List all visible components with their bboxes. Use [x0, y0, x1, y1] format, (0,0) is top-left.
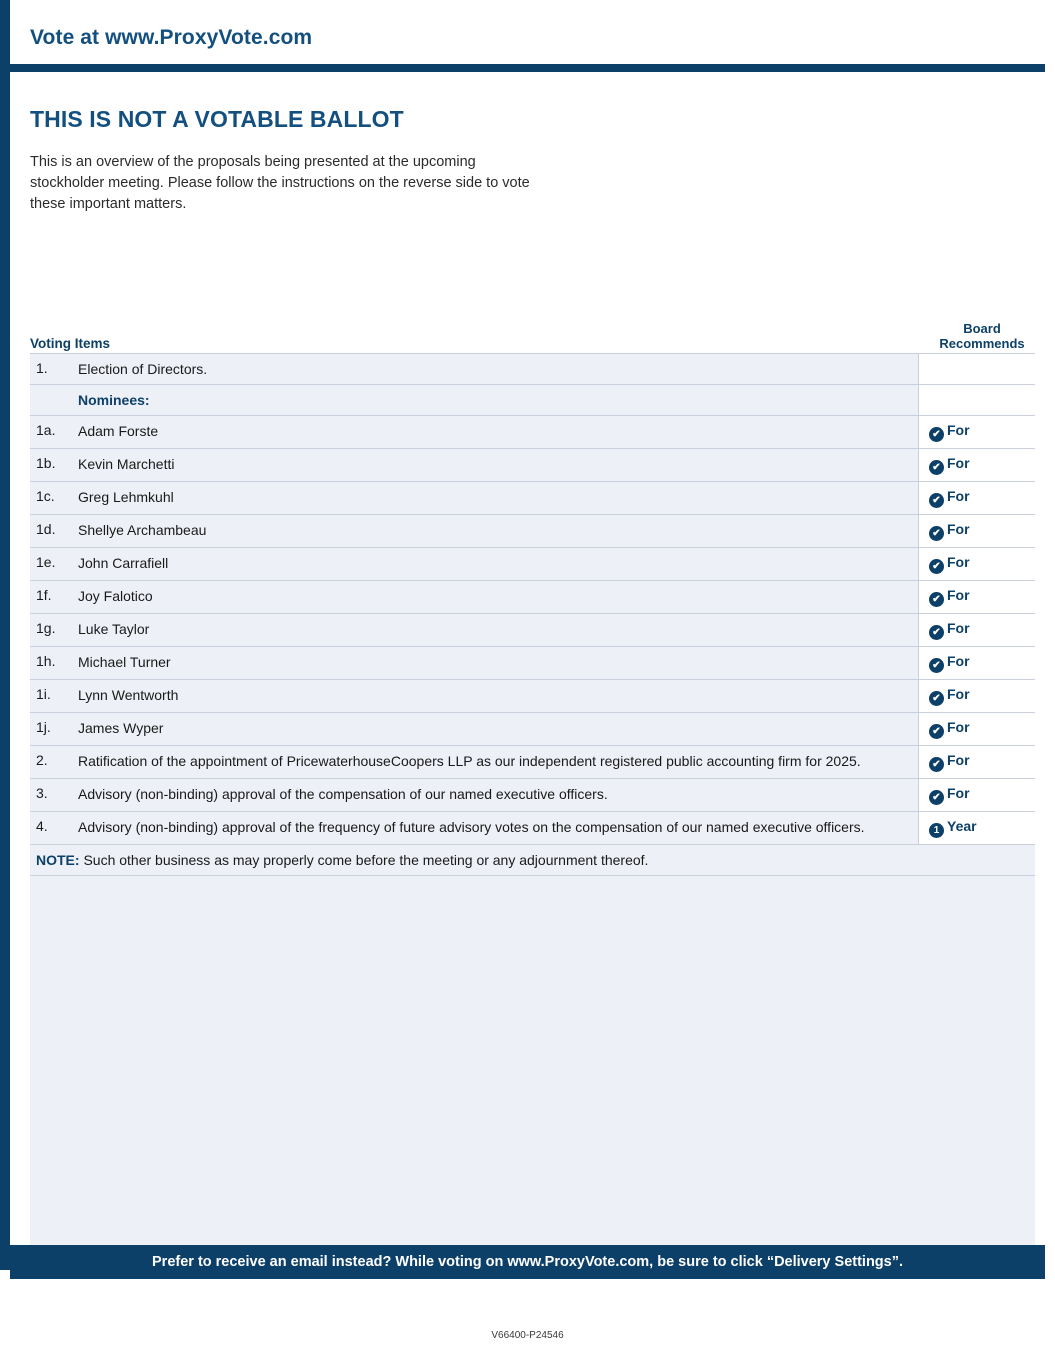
recommendation-label: For — [947, 686, 970, 702]
recommendation-label: For — [947, 653, 970, 669]
row-number: 1d. — [36, 521, 56, 537]
board-recommendation — [919, 614, 1036, 647]
row-number: 1a. — [36, 422, 56, 438]
check-icon: ✔ — [929, 526, 944, 541]
check-icon: ✔ — [929, 493, 944, 508]
column-header-board-recommends — [929, 321, 1035, 351]
board-recommendation — [919, 515, 1036, 548]
table-row — [30, 548, 1035, 581]
board-recommendation — [919, 812, 1036, 845]
row-text: James Wyper — [78, 720, 164, 736]
not-votable-heading: THIS IS NOT A VOTABLE BALLOT — [30, 106, 404, 132]
check-icon: ✔ — [929, 559, 944, 574]
recommendation-label: For — [947, 554, 970, 570]
row-number: 1j. — [36, 719, 51, 735]
board-recommendation — [919, 680, 1036, 713]
board-recommendation — [919, 746, 1036, 779]
left-accent-bar — [0, 0, 10, 1270]
row-number: 1e. — [36, 554, 56, 570]
board-recommendation — [919, 548, 1036, 581]
row-number: 1b. — [36, 455, 56, 471]
check-icon: ✔ — [929, 427, 944, 442]
row-text: Election of Directors. — [78, 361, 208, 377]
footer-delivery-settings-bar — [10, 1245, 1045, 1279]
row-text: Luke Taylor — [78, 621, 150, 637]
table-row — [30, 515, 1035, 548]
table-row — [30, 647, 1035, 680]
recommendation-label: Year — [947, 818, 977, 834]
voting-items-table — [30, 317, 1035, 1273]
note-label: NOTE: — [36, 852, 80, 868]
check-icon: ✔ — [929, 724, 944, 739]
row-text: Ratification of the appointment of PricewaterhouseCoopers LLP as our independent registered public accounting firm for 2025. — [78, 753, 861, 769]
page-title: Vote at www.ProxyVote.com — [30, 26, 313, 49]
board-recommendation — [919, 779, 1036, 812]
table-row — [30, 746, 1035, 779]
row-number — [30, 385, 78, 416]
table-row — [30, 713, 1035, 746]
table-row — [30, 614, 1035, 647]
row-text: Advisory (non-binding) approval of the frequency of future advisory votes on the compensation of our named executive officers. — [78, 819, 865, 835]
footer-message: Prefer to receive an email instead? While voting on www.ProxyVote.com, be sure to click “Delivery Settings”. — [152, 1254, 903, 1270]
board-recommendation — [919, 385, 1036, 416]
row-text: Lynn Wentworth — [78, 687, 179, 703]
table-row — [30, 354, 1035, 385]
row-number: 1h. — [36, 653, 56, 669]
recommendation-label: For — [947, 521, 970, 537]
note-row — [30, 844, 1035, 876]
row-text: Kevin Marchetti — [78, 456, 175, 472]
row-text: Greg Lehmkuhl — [78, 489, 174, 505]
board-recommendation — [919, 713, 1036, 746]
header-divider — [10, 64, 1045, 72]
check-icon: ✔ — [929, 592, 944, 607]
check-icon: ✔ — [929, 790, 944, 805]
row-text: Michael Turner — [78, 654, 171, 670]
document-code: V66400-P24546 — [491, 1330, 564, 1341]
page-header — [10, 0, 1055, 64]
table-row — [30, 680, 1035, 713]
table-row — [30, 449, 1035, 482]
recommendation-label: For — [947, 620, 970, 636]
row-number: 3. — [36, 785, 48, 801]
row-text: John Carrafiell — [78, 555, 169, 571]
board-recommendation — [919, 354, 1036, 385]
check-icon: ✔ — [929, 757, 944, 772]
recommendation-label: For — [947, 587, 970, 603]
check-icon: ✔ — [929, 658, 944, 673]
check-icon: ✔ — [929, 625, 944, 640]
recommendation-label: For — [947, 488, 970, 504]
row-number: 4. — [36, 818, 48, 834]
table-row — [30, 581, 1035, 614]
recommendation-label: For — [947, 785, 970, 801]
recommendation-label: For — [947, 752, 970, 768]
row-number: 2. — [36, 752, 48, 768]
row-text: Adam Forste — [78, 423, 159, 439]
row-number: 1. — [36, 360, 48, 376]
recommendation-label: For — [947, 719, 970, 735]
board-recommends-line2: Recommends — [939, 336, 1025, 351]
row-number: 1f. — [36, 587, 52, 603]
recommendation-label: For — [947, 422, 970, 438]
intro-paragraph: This is an overview of the proposals being presented at the upcoming stockholder meeting. Please follow the instructions on the reverse side to vote these important matters. — [30, 154, 530, 212]
board-recommends-line1: Board — [963, 321, 1001, 336]
row-number: 1i. — [36, 686, 51, 702]
board-recommendation — [919, 416, 1036, 449]
row-text: Joy Falotico — [78, 588, 153, 604]
blank-area — [30, 876, 1035, 1273]
check-icon: ✔ — [929, 460, 944, 475]
table-row — [30, 385, 1035, 416]
board-recommendation — [919, 482, 1036, 515]
board-recommendation — [919, 581, 1036, 614]
recommendation-label: For — [947, 455, 970, 471]
table-row — [30, 482, 1035, 515]
table-row — [30, 812, 1035, 845]
nominees-label: Nominees: — [78, 392, 150, 408]
column-header-voting-items: Voting Items — [30, 336, 111, 351]
table-header-row — [30, 317, 1035, 353]
row-text: Advisory (non-binding) approval of the compensation of our named executive officers. — [78, 786, 608, 802]
table-row — [30, 779, 1035, 812]
board-recommendation — [919, 647, 1036, 680]
check-icon: ✔ — [929, 691, 944, 706]
note-text: Such other business as may properly come before the meeting or any adjournment thereof. — [83, 852, 649, 868]
row-number: 1c. — [36, 488, 55, 504]
one-year-icon: 1 — [929, 823, 944, 838]
row-text: Shellye Archambeau — [78, 522, 207, 538]
board-recommendation — [919, 449, 1036, 482]
table-row — [30, 416, 1035, 449]
items-table — [30, 353, 1035, 844]
row-number: 1g. — [36, 620, 56, 636]
